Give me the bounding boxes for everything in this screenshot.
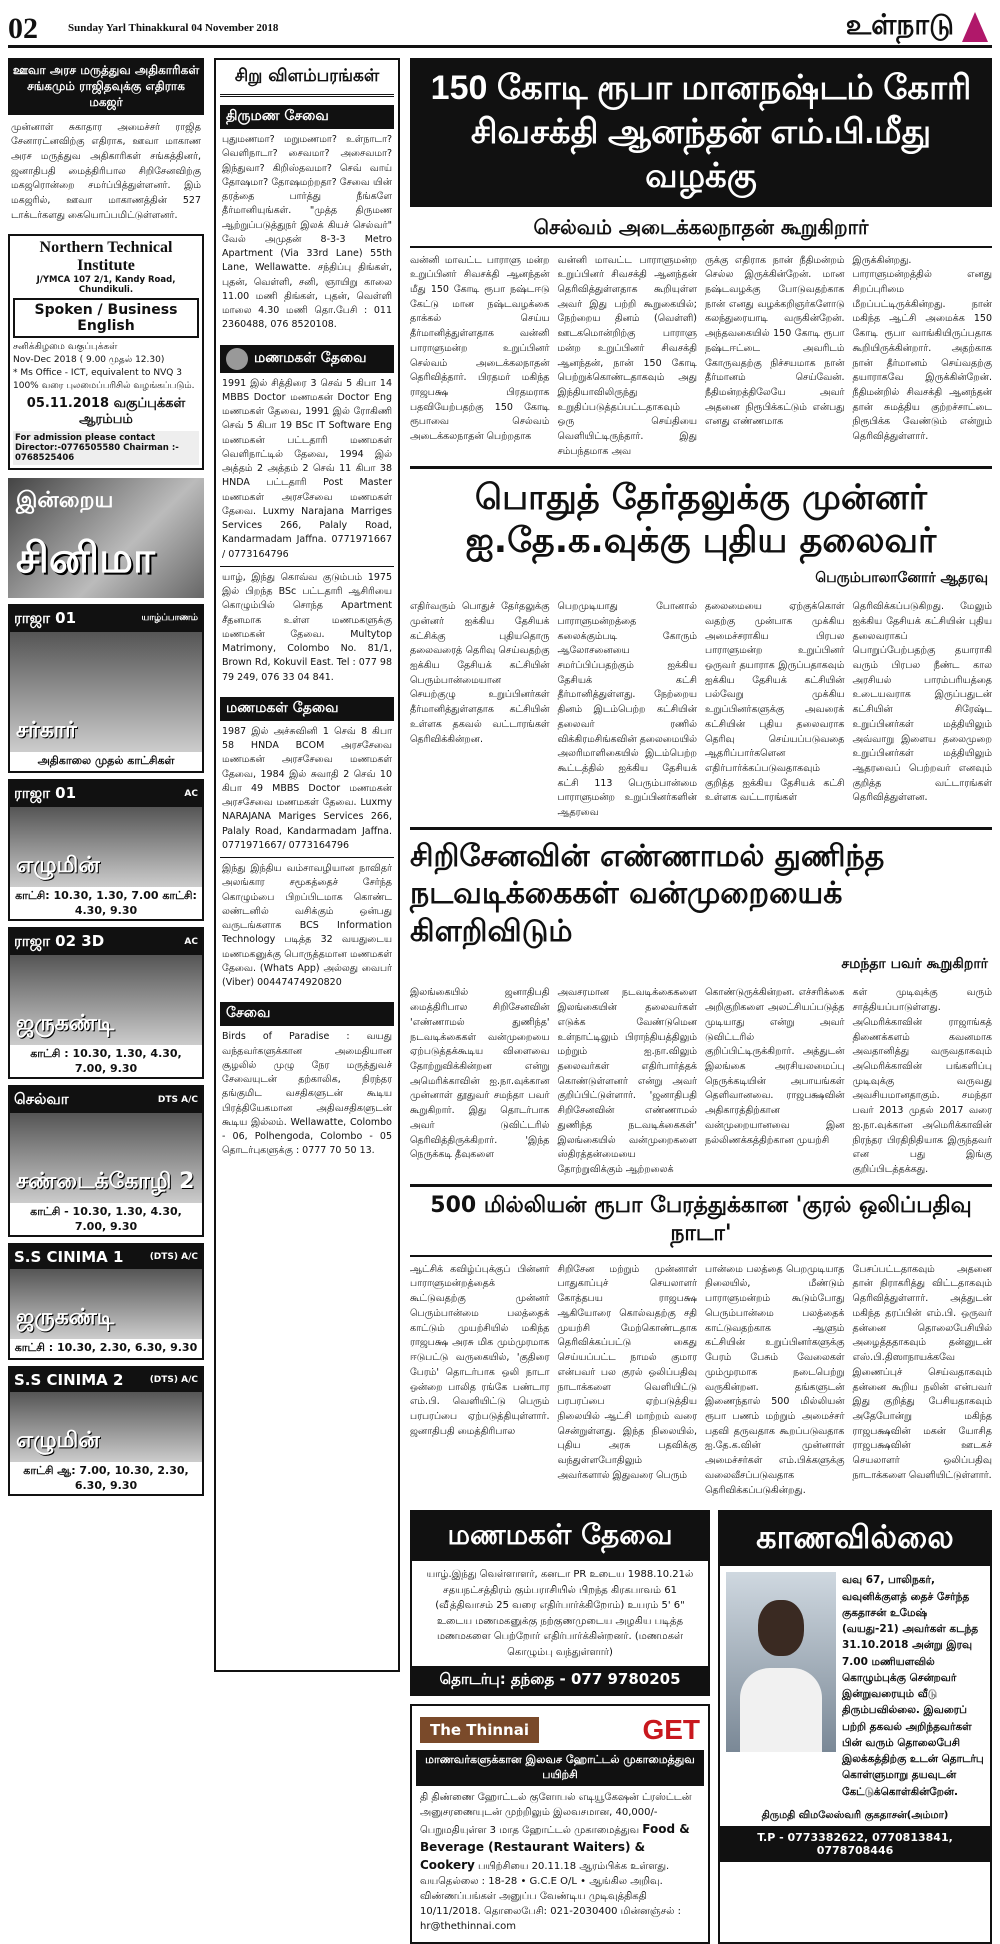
missing-person-ad bbox=[718, 1510, 992, 1944]
theatre-name: S.S CINIMA 2 (DTS) A/C bbox=[10, 1368, 202, 1392]
institute-line: சனிக்கிழமை வகுப்புக்கள் bbox=[13, 341, 118, 352]
story-column: ருக்கு எதிராக நான் நீதிமன்றம் செல்ல இருக்கின்றேன். மான நஷ்டவழக்கு போடுவதற்காக நான் எனது வழக்கறிஞர்களோடு கலந்துரையாடி வருகின்றேன். அந்தவகையில் 150 கோடி ரூபா நஷ்டஈட்டை அவரிடம் கோருவதற்கு நிச்சயமாக நான் தீர்மானம் செய்வேன். நீதிமன்றத்திலேயே அவர் அதனை நிரூபிக்கட்டும் என்பது எனது எண்ணமாக bbox=[705, 254, 845, 428]
movie-title: ஜருகண்டி bbox=[16, 1304, 115, 1330]
missing-person-text: வவு 67, பாலிநகர், வவுனிக்குளத் தைச் சேர்ந்த குகதாசன் உமேஷ் (வயது-21) அவர்கள் கடந்த 31.10.2018 அன்று இரவு 7.00 மணியளவில் கொழும்புக்கு சென்றவர் இன்றுவரையும் வீடு திரும்பவில்லை. இவரைப் பற்றி தகவல் அறிந்தவர்கள் பின் வரும் தொலைபேசி இலக்கத்திற்கு உடன் தொடர்பு கொள்ளுமாறு தயவுடன் கேட்டுக்கொள்கின்றேன். bbox=[842, 1574, 984, 1798]
fourth-headline: 500 மில்லியன் ரூபா பேரத்துக்கான 'குரல் ஒலிப்பதிவு நாடா' bbox=[410, 1184, 992, 1257]
cinema-banner-word: சினிமா bbox=[16, 535, 155, 582]
movie-poster bbox=[10, 1392, 202, 1462]
classified-text: இந்து இந்திய வம்சாவழியான நாவிதர் அலங்கார சமூகத்தைச் சேர்ந்த கொழும்பை பிறப்பிடமாக கொண்ட லண்டனில் வசிக்கும் ஒன்பது வருடங்களாக BCS Information Technology படித்த 32 வயதுடைய மணமகனுக்கு பொருத்தமான மணமகள் தேவை. (Whats App) அல்லது வைபர் (Viber) 00447474920820 bbox=[220, 857, 394, 994]
movie-title: ஜருகண்டி bbox=[16, 1010, 115, 1036]
third-story bbox=[410, 980, 992, 1183]
movie-poster bbox=[10, 807, 202, 887]
story-column: தலைமையை ஏற்குக்கொள் வதற்கு முன்பாக முக்கிய அமைச்சராகிய பிரபல பாராளுமன்ற உறுப்பினர் ஒருவர் தயாராக இருப்பதாகவும் ஐக்கிய தேசியக் கட்சியின் பல்வேறு முக்கிய உறுப்பினர்களுக்கு அவரைக் கட்சியின் புதிய தலைவராக தெரிவு செய்யப்படுவதை ஆதரிப்பார்களென எதிர்பார்க்கப்படுவதாகவும் குறித்த ஐக்கிய தேசியக் கட்சி உள்ளக வட்டாரங்கள் bbox=[705, 601, 845, 804]
main-news-area bbox=[410, 58, 992, 1944]
movie-title: சர்கார் bbox=[16, 717, 77, 743]
show-times: காட்சி - 10.30, 1.30, 4.30, 7.00, 9.30 bbox=[30, 1204, 182, 1233]
missing-person-title: காணவில்லை bbox=[720, 1512, 990, 1566]
classified-text: புதுமணமா? மறுமணமா? உள்நாடா? வெளிநாடா? சைவமா? அசைவமா? இந்துவா? கிறிஸ்தவமா? செவ் வாய் தோஷமா? தோஷமற்றதா? சேவை யின் தரத்தை பார்த்து நீங்களே தீர்மானியுங்கள். "முத்த திருமண ஆற்றுப்படுத்துநர் இலக் கியச் செல்வர்" வேல் அமுதன் 8-3-3 Metro Apartment (Via 33rd Lane) 55th Lane, Wellawatte. சந்திப்பு திங்கள், புதன், வெள்ளி, சனி, ஞாயிறு காலை 11.00 மணி திங்கள், புதன், வெள்ளி மாலை 4.30 மணி தொ.பேசி : 011 2360488, 076 8520108. bbox=[222, 134, 392, 331]
fourth-story bbox=[410, 1257, 992, 1505]
story-column: பான்மை பலத்தை பெறமுடியாத நிலையில், மீண்டும் பாராளுமன்றம் கூடும்போது பெரும்பான்மை பலத்தைக் காட்டுவதற்காக ஆளும் கட்சியின் உறுப்பினர்களுக்கு பேரம் பேசும் வேலைகள் மும்முரமாக நடைபெற்று வருகின்றன. தங்களுடன் இணைந்தால் 500 மில்லியன் ரூபா பணம் மற்றும் அமைச்சர் பதவி தருவதாக கூறப்படுவதாக ஐ.தே.க.வின் முன்னாள் அமைச்சர்கள் எம்.பிக்களுக்கு வலைவீசப்படுவதாக தெரிவிக்கப்படுகின்றது. bbox=[705, 1263, 845, 1496]
classified-text: Birds of Paradise : வயது வந்தவர்களுக்கான அமைதியான சூழலில் முழு நேர மருத்துவச் சேவையுடன் தற்காலிக, நிரந்தர தங்குமிட வசதிகளுடன் கூடிய பிரத்தியேகமான அதிவசதிகளுடன் கூடிய இல்லம். Wellawatte, Colombo - 06, Polhengoda, Colombo - 05 தொடர்புகளுக்கு : 0777 70 50 13. bbox=[222, 1031, 392, 1157]
story-column: அவசரமான நடவடிக்கைகளை இலங்கையின் தலைவர்கள் எடுக்க வேண்டுமென உள்நாட்டிலும் பிராந்தியத்திலும் மற்றும் ஐ.நா.விலும் தலைவர்கள் எதிர்பார்த்தக் கொண்டுள்ளனர் என்று அவர் குறிப்பிட்டுள்ளார். 'ஜனாதிபதி சிறிசேனவின் எண்ணாமல் துணிந்த நடவடிக்கைகள்' இலங்கையில் வன்முறைகளை ஸ்திரத்தன்மையை தோற்றுவிக்கும் ஆற்றலைக் bbox=[557, 987, 697, 1176]
missing-person-phone: T.P - 0773382622, 0770813841, 0778708446 bbox=[720, 1826, 990, 1862]
story-column: வன்னி மாவட்ட பாராளு மன்ற உறுப்பினர் சிவசக்தி ஆனந்தன் மீது 150 கோடி ரூபா நஷ்டஈடு கேட்டு மான நஷ்டவழக்கை தாக்கல் செய்ய தீர்மானித்துள்ளதாக வன்னி பாராளுமன்ற உறுப்பினர் செல்வம் அடைக்கலநாதன் தெரிவித்தார். பிரதமர் மகிந்த ராஜபக்ஷ பிரதமராக பதவியேற்பதற்கு 150 கோடி ரூபாவை செல்வம் அடைக்கலநாதன் பெற்றதாக bbox=[410, 254, 550, 443]
story-column: எதிர்வரும் பொதுச் தேர்தலுக்கு முன்னர் ஐக்கிய தேசியக் கட்சிக்கு புதியதொரு தலைவரைத் தெரிவு செய்வதற்கு ஐக்கிய தேசியக் கட்சியின் பெரும்பான்மையான செயற்குழு உறுப்பினர்கள் தீர்மானித்துள்ளதாக கட்சியின் உள்ளக தகவல் வட்டாரங்கள் தெரிவிக்கின்றன. bbox=[410, 601, 550, 745]
section-title: உள்நாடு bbox=[845, 10, 954, 41]
classified-section-head: மணமகள் தேவை bbox=[220, 345, 394, 373]
second-byline: பெரும்பாலானோர் ஆதரவு bbox=[815, 570, 988, 587]
show-times: அதிகாலை முதல் காட்சிகள் bbox=[37, 753, 175, 767]
institute-line: Nov-Dec 2018 ( 9.00 முதல் 12.30) bbox=[13, 354, 165, 365]
show-times: காட்சி: 10.30, 1.30, 7.00 காட்சி: 4.30, 9.30 bbox=[15, 888, 197, 917]
missing-person-body bbox=[720, 1566, 990, 1806]
institute-line: 100% வரை புலமைப்பரிசில் வழங்கப்படும். bbox=[13, 380, 195, 391]
lead-story bbox=[410, 248, 992, 466]
classified-text: 1991 இல் சித்திரை 3 செவ் 5 கிபா 14 MBBS Doctor மணமகன் Doctor Eng மணமகள் தேவை, 1991 இல் ரோகிணி செவ் 5 கிபா 19 BSc IT Software Eng மணமகன் பட்டதாரி மணமகள் வெளிநாட்டில் தேவை, 1994 இல் அத்தம் 2 அத்தம் 2 செவ் 11 கிபா 38 HNDA பட்டதாரி Post Master மணமகள் அரசசேவை மணமகள் தேவை. Luxmy Narajana Marriges Services 266, Palaly Road, Kandarmadam Jaffna. 0771971667 / 0773164796 bbox=[222, 377, 392, 560]
movie-poster bbox=[10, 1269, 202, 1339]
theatre-listing bbox=[8, 779, 204, 921]
cinema-banner-pre: இன்றைய bbox=[16, 487, 114, 513]
classifieds-column bbox=[214, 58, 400, 1672]
theatre-listing bbox=[8, 1366, 204, 1496]
page-number: 02 bbox=[8, 12, 38, 45]
lead-headline: 150 கோடி ரூபா மானநஷ்டம் கோரி சிவசக்தி ஆனந்தன் எம்.பி.மீது வழக்கு bbox=[410, 58, 992, 207]
bride-wanted-title: மணமகள் தேவை bbox=[412, 1512, 708, 1561]
newspaper-logo-icon bbox=[962, 12, 988, 42]
left-news-body: முன்னாள் சுகாதார அமைச்சர் ராஜித சேனாரட்னவிற்கு எதிராக, ஊவா மாகாண அரச மருத்துவ அதிகாரிகள் சங்கத்தினர், ஜனாதிபதி மைத்திரிபால சிறிசேனவிற்கு மகஜரொன்றை சமர்ப்பித்துள்ளனர். இம் மகஜரில், ஊவா மாகாணத்தின் 527 டாக்டர்களது கையொப்பமிட்டுள்ளனர். bbox=[11, 121, 201, 221]
institute-address: J/YMCA 107 2/1, Kandy Road, Chundikuli. bbox=[36, 274, 176, 295]
classified-text: யாழ், இந்து கொவ்வ குடும்பம் 1975 இல் பிறந்த BSc பட்டதாரி ஆசிரியை கொழும்பில் சொந்த Apartment சீதனமாக உள்ள மணமகளுக்கு மணமகன் தேவை. Multytop Matrimony, Colombo No. 81/1, Brown Rd, Kokuvil East. Tel : 077 98 79 249, 076 33 04 841. bbox=[220, 566, 394, 689]
story-column: தெரிவிக்கப்படுகிறது. மேலும் ஐக்கிய தேசியக் கட்சியின் புதிய தலைவராகப் பொறுப்பேற்பதற்கு தயாராகி வரும் பிரபல நீண்ட கால அரசியல் பாரம்பரியத்தை உடையவராக இருப்பதுடன் கட்சியின் சிரேஷ்ட உறுப்பினர்கள் மத்தியிலும் அவ்வாறு இளைய தலைமுறை உறுப்பினர்கள் மத்தியிலும் ஆதரவைப் பெற்றவர் எனவும் குறித்த வட்டாரங்கள் தெரிவித்துள்ளன. bbox=[852, 601, 992, 804]
institute-ad bbox=[8, 234, 204, 470]
bottom-left-ads bbox=[410, 1510, 710, 1944]
show-times: காட்சி : 10.30, 2.30, 6.30, 9.30 bbox=[14, 1340, 198, 1354]
theatre-name: செல்வா DTS A/C bbox=[10, 1087, 202, 1113]
institute-start-date: 05.11.2018 வகுப்புக்கள் ஆரம்பம் bbox=[26, 395, 186, 427]
left-news-headline: ஊவா அரச மருத்துவ அதிகாரிகள் சங்கமும் ராஜிதவுக்கு எதிராக மகஜர் bbox=[8, 58, 204, 115]
hotel-ad-highlight: Food & Beverage (Restaurant Waiters) & Cookery bbox=[420, 1822, 690, 1873]
classified-section-head: திருமண சேவை bbox=[220, 105, 394, 129]
masthead bbox=[8, 8, 992, 48]
second-story bbox=[410, 594, 992, 827]
bride-wanted-text: யாழ்.இந்து வெள்ளாளர், கனடா PR உடைய 1988.10.21ல் சதயநட்சத்திரம் கும்பராசியில் பிறந்த கிரகபாவம் 61 (வீ்த்திவாசம் 25 வரை எதிர்பார்க்கிறோம்) உயரம் 5' 6" உடைய மணமகனுக்கு நற்குணமுடைய அழகிய படித்த மணமகளை பெற்றோர் எதிர்பார்க்கின்றனர். (மணமகள் கொழும்பு வந்துள்ளார்) bbox=[426, 1569, 694, 1658]
classified-section-head: சேவை bbox=[220, 1002, 394, 1026]
movie-title: எழுமின் bbox=[16, 1427, 100, 1453]
story-column: பெறமுடியாது போனால் பாராளுமன்றத்தை கலைக்கும்படி கோரும் ஆலோசனையை சமர்ப்பிப்பதற்கும் ஐக்கிய தேசியக் கட்சி தீர்மானித்துள்ளது. நேற்றைய தினம் இடம்பெற்ற கட்சியின் தலைவர் ரணில் விக்கிரமசிங்கவின் தலைமையில் அலரிமாளிகையில் இடம்பெற்ற கூட்டத்தில் ஐக்கிய தேசியக் கட்சி 113 பெரும்பான்மை பாராளுமன்ற உறுப்பினர்களின் ஆதரவை bbox=[557, 601, 697, 819]
bride-wanted-ad bbox=[410, 1510, 710, 1696]
avatar-icon bbox=[226, 348, 248, 370]
get-logo: GET bbox=[642, 1714, 700, 1746]
institute-contact: For admission please contact Director:-0776505580 Chairman :- 0768525406 bbox=[13, 431, 199, 465]
hotel-logos bbox=[416, 1710, 704, 1750]
movie-poster bbox=[10, 955, 202, 1045]
missing-person-contact-name: திருமதி விமலேஸ்வரி குகதாசன்(அம்மா) bbox=[761, 1809, 949, 1821]
story-column: கொண்டுருக்கின்றன. எச்சரிக்கை அறிகுறிகளை அலட்சியப்படுத்த முடியாது என்று அவர் டுவிட்டரில் குறிப்பிட்டிருக்கிறார். அத்துடன் இலங்கை அரசியலமைப்பு நெருக்கடியின் அபாயங்கள் தெளிவானவை. ராஜபக்ஷவின் அதிகாரத்திற்கான வன்முறையானவை இன நல்லிணக்கத்திற்கான முயற்சி bbox=[705, 987, 845, 1146]
theatre-listing bbox=[8, 927, 204, 1079]
story-column: வன்னி மாவட்ட பாராளுமன்ற உறுப்பினர் சிவசக்தி ஆனந்தன் தெரிவித்துள்ளதாக கூறியுள்ள அவர் இது பற்றி கூறுகையில்; நேற்றைய தினம் (வெள்ளி) ஊடகமொன்றிற்கு பாராளு மன்ற உறுப்பினர் சிவசக்தி ஆனந்தன், நான் 150 கோடி பெற்றுக்கொண்டதாகவும் அது இந்தியாவிலிருந்து உறுதிப்படுத்தப்பட்டதாகவும் ஒரு செய்தியை வெளியிட்டிருந்தார். இது சம்பந்தமாக அவ bbox=[557, 254, 697, 457]
show-times: காட்சி ஆ: 7.00, 10.30, 2.30, 6.30, 9.30 bbox=[23, 1463, 189, 1492]
cinema-banner bbox=[8, 478, 204, 598]
left-column bbox=[8, 58, 204, 1496]
third-headline: சிறிசேனவின் எண்ணாமல் துணிந்த நடவடிக்கைகள் வன்முறையைக் கிளறிவிடும் bbox=[410, 827, 992, 951]
movie-poster bbox=[10, 1113, 202, 1203]
classified-text: 1987 இல் அச்சுவினி 1 செவ் 8 கிபா 58 HNDA BCOM அரசசேவை மணமகன் அரசசேவை மணமகள் தேவை, 1984 இல் சுவாதி 2 செவ் 10 கிபா 49 MBBS Doctor மணமகன் அரசசேவை மணமகள் தேவை. Luxmy NARAJANA Mariges Services 266, Palaly Road, Kandarmadam Jaffna. 0771971667/ 0773164796 bbox=[222, 725, 392, 851]
story-column: பேசப்பட்டதாகவும் அதனை தான் நிராகரித்து விட்டதாகவும் தெரிவித்துள்ளார். அத்துடன் மகிந்த தரப்பின் எம்.பி. ஒருவர் தன்னை தொலைபேசியில் அழைத்ததாகவும் தன்னுடன் எஸ்.பி.திஸாநாயக்கவே இணைப்புச் செய்வதாகவும் தன்னை கூறிய நலின் என்பவர் இது குறித்து பேசியதாகவும் அதேபோன்று மகிந்த ராஜபக்ஷவின் மகன் யோசித ராஜபக்ஷவின் ஊடகச் செயலாளர் ஒலிப்பதிவு நாடாக்களை வெளியிட்டுள்ளார். bbox=[852, 1263, 992, 1481]
theatre-name: S.S CINIMA 1 (DTS) A/C bbox=[10, 1245, 202, 1269]
theatre-name: ராஜா 01 யாழ்ப்பாணம் bbox=[10, 606, 202, 632]
institute-line: * Ms Office - ICT, equivalent to NVQ 3 bbox=[13, 367, 182, 378]
third-byline: சமந்தா பவர் கூறுகிறார் bbox=[841, 956, 988, 973]
theatre-listing bbox=[8, 1085, 204, 1237]
story-column: சிறிசேன மற்றும் முன்னாள் பாதுகாப்புச் செயலாளர் கோத்தபய ராஜபக்ஷ ஆகியோரை கொல்வதற்கு சதி முயற்சி மேற்கொண்டதாக தெரிவிக்கப்பட்டு கைது செய்யப்பட்ட நாமல் குமார என்பவர் பல குரல் ஒலிப்பதிவு நாடாக்களை வெளியிட்டு பரபரப்பை ஏற்படுத்திய நிலையில் ஆட்சி மாற்றம் வரை சென்றுள்ளது. இந்த நிலையில், புதிய அரசு பதவிக்கு வந்துள்ளபோதிலும் அவர்களால் இதுவரை பெரும் bbox=[557, 1263, 697, 1481]
second-headline: பொதுத் தேர்தலுக்கு முன்னர் ஐ.தே.க.வுக்கு புதிய தலைவர் bbox=[410, 466, 992, 565]
theatre-listing bbox=[8, 604, 204, 773]
movie-title: எழுமின் bbox=[16, 852, 100, 878]
thinnai-logo: The Thinnai bbox=[420, 1717, 539, 1743]
hotel-ad-title: மாணவர்களுக்கான இலவச ஹோட்டல் முகாமைத்துவ பயிற்சி bbox=[416, 1750, 704, 1786]
bottom-ads bbox=[410, 1510, 992, 1944]
theatre-listing bbox=[8, 1243, 204, 1360]
dateline: Sunday Yarl Thinakkural 04 November 2018 bbox=[68, 22, 279, 34]
theatre-name: ராஜா 02 3D AC bbox=[10, 929, 202, 955]
movie-title: சண்டைக்கோழி 2 bbox=[16, 1168, 195, 1194]
show-times: காட்சி : 10.30, 1.30, 4.30, 7.00, 9.30 bbox=[30, 1046, 182, 1075]
movie-poster bbox=[10, 632, 202, 752]
hotel-ad-body: தி திண்ணை ஹோட்டல் குளோபல் எடியூகேஷன் ட்ரஸ்ட்டன் அனுசரணையுடன் முற்றிலும் இலவசமான, 40,000/- பெறுமதியுள்ள 3 மாத ஹோட்டல் முகாமைத்துவ Food & Beverage (Restaurant Waiters) & Cookery பயிற்சியை 20.11.18 ஆரம்பிக்க உள்ளது. வயதெல்லை : 18-28 • G.C.E O/L • ஆங்கில அறிவு. விண்ணப்பங்கள் அனுப்ப வேண்டிய முடிவுத்திகதி 10/11/2018. தொலைபேசி: 021-2030400 மின்னஞ்சல் : hr@thethinnai.com bbox=[420, 1792, 692, 1933]
hotel-training-ad bbox=[410, 1704, 710, 1944]
institute-name: Northern Technical Institute bbox=[39, 238, 173, 274]
story-column: இருக்கின்றது. பாராளுமன்றத்தில் எனது சிறப்புரிமை மீறப்பட்டிருக்கின்றது. நான் மகிந்த ஆட்சி அமைக்க 150 கோடி ரூபா வாங்கியிருப்பதாக கூறியிருக்கின்றார். அதற்காக நான் தீர்மானம் செய்வதற்கு தயாராகவே இருக்கின்றேன். நீதிமன்றில் சிவசக்தி ஆனந்தன் தான் சுமத்திய குற்றச்சாட்டை நிரூபிக்க வேண்டும் என்றும் தெரிவித்துள்ளார். bbox=[852, 254, 992, 443]
story-column: ஆட்சிக் கவிழ்ப்புக்குப் பின்னர் பாராளுமன்றத்தைக் கூட்டுவதற்கு முன்னர் பெரும்பான்மை பலத்தைக் காட்டும் முயற்சியில் மகிந்த ராஜபக்ஷ அரசு மிக மும்முரமாக ஈடுபட்டு வருகையில், 'குதிரை பேரம்' தொடர்பாக ஒலி நாடா ஒன்றை பாலித ரங்கே பண்டார எம்.பி. வெளியிட்டு பெரும் பரபரப்பை ஏற்படுத்தியுள்ளார். ஜனாதிபதி மைத்திரிபால bbox=[410, 1263, 550, 1437]
classifieds-banner: சிறு விளம்பரங்கள் bbox=[220, 64, 394, 97]
missing-person-photo bbox=[726, 1572, 836, 1752]
lead-deck: செல்வம் அடைக்கலநாதன் கூறுகிறார் bbox=[410, 207, 992, 248]
institute-course: Spoken / Business English bbox=[13, 298, 199, 338]
theatre-name: ராஜா 01 AC bbox=[10, 781, 202, 807]
story-column: இலங்கையில் ஜனாதிபதி மைத்திரிபால சிறிசேனவின் 'எண்ணாமல் துணிந்த' நடவடிக்கைகள் வன்முறையை ஏற்படுத்தக்கூடிய விளைவை தோற்றுவிக்கின்றன என்று அமெரிக்காவின் ஐ.நா.வுக்கான முன்னாள் தூதுவர் சமந்தா பவர் கூறுகிறார். இது தொடர்பாக அவர் டுவிட்டரில் தெரிவித்திருக்கிறார். 'இந்த நெருக்கடி தீவுகளை bbox=[410, 987, 550, 1161]
story-column: கள் முடிவுக்கு வரும் சாத்தியப்பாடுள்ளது. அமெரிக்காவின் ராஜாங்கத் திணைக்களம் கவனமாக அவதானித்து வருவதாகவும் அமெரிக்காவின் பங்களிப்பு முடிவுக்கு வருவது அவசியமானதாகும். சமந்தா பவர் 2013 முதல் 2017 வரை ஐ.நா.வுக்கான அமெரிக்காவின் நிரந்தர பிரதிநிதியாக இருந்தவர் என பது இங்கு குறிப்பிடத்தக்கது. bbox=[852, 987, 992, 1176]
classified-section-head: மணமகள் தேவை bbox=[220, 697, 394, 721]
bride-wanted-contact: தொடர்பு: தந்தை - 077 9780205 bbox=[412, 1666, 708, 1694]
